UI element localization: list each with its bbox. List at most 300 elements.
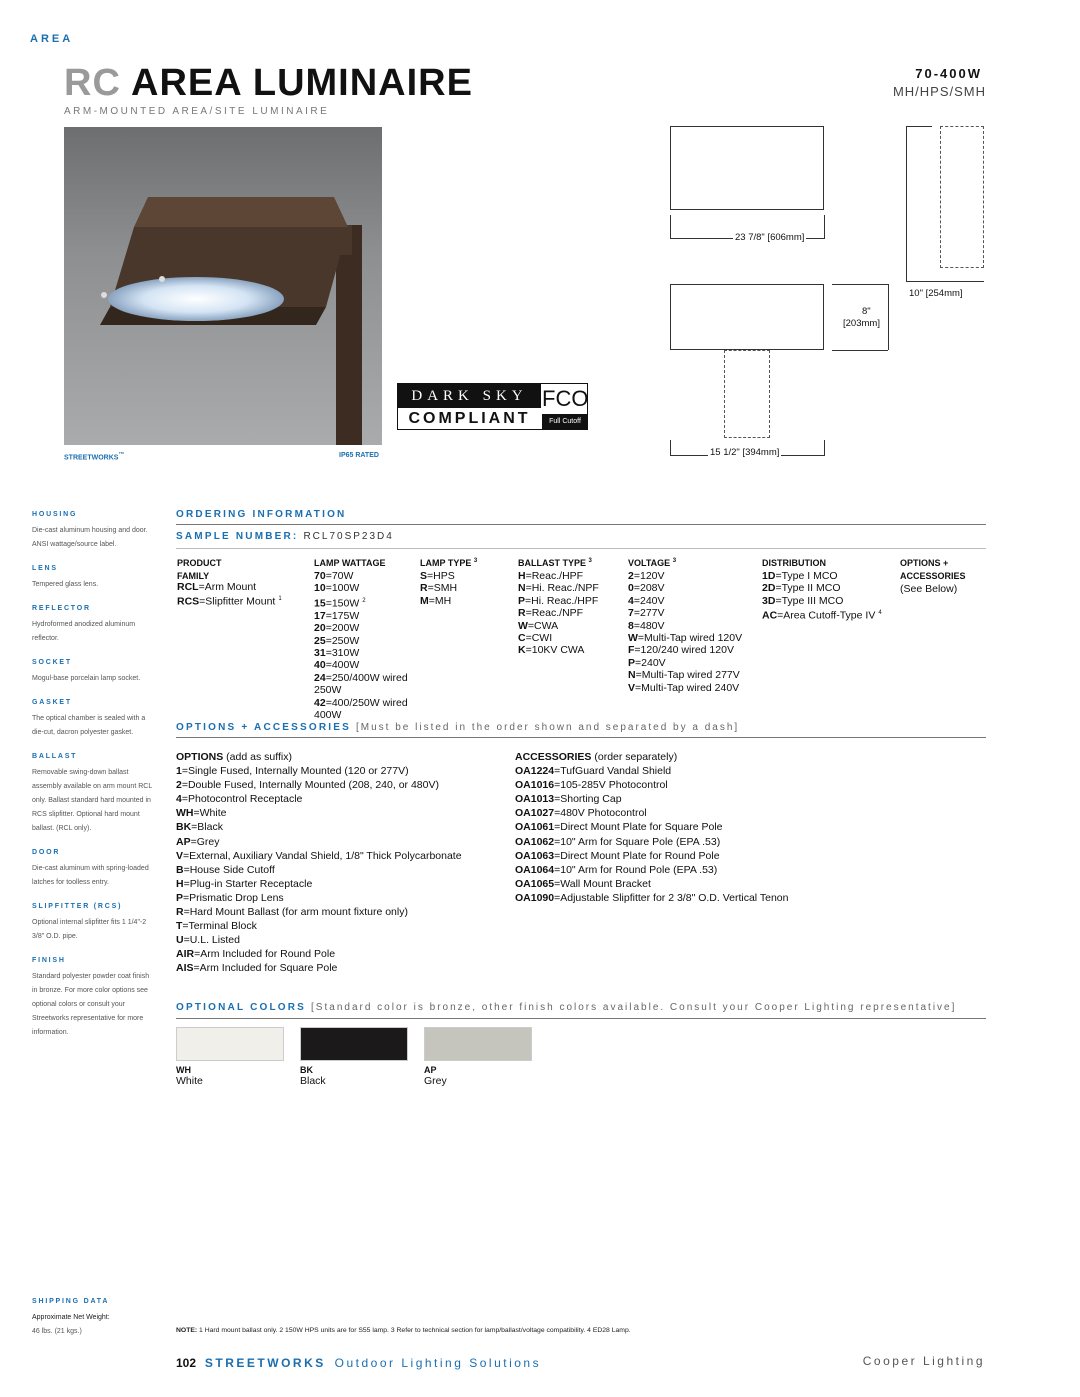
- col-options-head: OPTIONS +: [900, 558, 949, 568]
- voltage-desc: =240V: [635, 656, 666, 669]
- ballast-desc: =Hi. Reac./NPF: [525, 582, 599, 595]
- voltage-row: [628, 620, 758, 632]
- option-desc: =Prismatic Drop Lens: [183, 891, 284, 904]
- wattage-code: 31: [314, 646, 326, 659]
- option-code: BK: [176, 821, 192, 834]
- lamp-row: [420, 595, 510, 607]
- ip-rating-label: IP65 RATED: [339, 452, 379, 459]
- wattage-footnote: 2: [362, 597, 366, 604]
- wattage-row: [314, 697, 414, 722]
- footnote-text: 1 Hard mount ballast only. 2 150W HPS units are for S55 lamp. 3 Refer to technical section for lamp/ballast/voltage compatibility. 4 ED28 Lamp.: [199, 1327, 631, 1334]
- wattage-code: 25: [314, 634, 326, 647]
- wattage-row: [314, 647, 414, 659]
- wattage-desc: =400/250W wired 400W: [314, 696, 408, 721]
- front-view-drawing: [670, 126, 824, 210]
- lamp-desc: =HPS: [427, 570, 455, 582]
- options-rows: [176, 764, 506, 975]
- spec-text: Die-cast aluminum with spring-loaded latches for toolless entry.: [32, 865, 149, 886]
- swatch-ap: [424, 1027, 532, 1087]
- front-dim-top-tick: [832, 284, 888, 285]
- voltage-code: F: [628, 644, 635, 657]
- option-code: R: [176, 906, 184, 919]
- accessory-code: OA1063: [515, 849, 555, 862]
- fco-label: Full Cutoff: [542, 414, 588, 430]
- option-desc: =Hard Mount Ballast (for arm mount fixture only): [183, 906, 408, 919]
- col-product-rows: [177, 581, 307, 608]
- ballast-code: P: [518, 594, 526, 607]
- spec-text: Mogul-base porcelain lamp socket.: [32, 675, 141, 682]
- wattage-row: [314, 610, 414, 622]
- wattage-desc: =400W: [325, 659, 360, 672]
- footer-company: Cooper Lighting: [862, 1354, 985, 1368]
- spec-block: [32, 750, 156, 836]
- option-row: [176, 806, 506, 820]
- depth-dim-right-tick: [824, 440, 825, 456]
- side-dim-bottom-tick: [906, 281, 984, 282]
- option-row: [176, 905, 506, 919]
- wattage-row: [314, 672, 414, 697]
- photo-brand-text: STREETWORKS: [64, 454, 119, 462]
- wattage-row: [314, 659, 414, 671]
- accessory-row: [515, 806, 985, 820]
- depth-dim-left-tick: [670, 440, 671, 456]
- page-number: 102: [176, 1356, 197, 1370]
- option-row: [176, 891, 506, 905]
- wattage-row: [314, 595, 414, 610]
- distribution-desc: =Type II MCO: [775, 582, 841, 595]
- voltage-code: 4: [628, 594, 634, 607]
- shipping-line2: 46 lbs. (21 kgs.): [32, 1328, 82, 1335]
- option-row: [176, 778, 506, 792]
- col-product-sub: FAMILY: [177, 571, 210, 581]
- front-dim-line: [888, 284, 889, 350]
- swatch-wh: [176, 1027, 284, 1087]
- accessory-code: OA1027: [515, 807, 555, 820]
- voltage-desc: =240V: [633, 594, 665, 607]
- accessory-desc: =105-285V Photocontrol: [554, 779, 668, 792]
- spec-block: [32, 954, 156, 1040]
- spec-block: [32, 562, 156, 592]
- accessory-desc: =Direct Mount Plate for Round Pole: [554, 849, 720, 862]
- footer-tagline: Outdoor Lighting Solutions: [334, 1356, 542, 1370]
- ballast-row: [518, 570, 626, 582]
- accessories-list: [515, 750, 985, 905]
- swatch-code: BK: [300, 1065, 313, 1075]
- product-desc: =Arm Mount: [198, 581, 257, 593]
- col-lamp-rows: [420, 570, 510, 607]
- swatch-box: [176, 1027, 284, 1061]
- color-swatches: [176, 1027, 736, 1097]
- accessory-code: OA1013: [515, 793, 555, 806]
- distribution-desc: =Area Cutoff-Type IV: [777, 609, 876, 622]
- accessories-head-label: ACCESSORIES: [515, 751, 592, 763]
- spec-block: [32, 656, 156, 686]
- swatch-name: Grey: [424, 1075, 447, 1087]
- accessory-desc: =Shorting Cap: [554, 793, 622, 806]
- depth-dimension: 15 1/2" [394mm]: [710, 447, 780, 458]
- options-title: [176, 722, 739, 733]
- accessory-row: [515, 863, 985, 877]
- page-title: [64, 62, 473, 105]
- distribution-code: 3D: [762, 594, 776, 607]
- col-lamp-head: [420, 558, 510, 568]
- spec-block: [32, 900, 156, 944]
- accessory-row: [515, 792, 985, 806]
- wattage-row: [314, 622, 414, 634]
- lamp-code: M: [420, 594, 429, 607]
- spec-text: Removable swing-down ballast assembly available on arm mount RCL only. Ballast standard hard mounted in RCS slipfitter. Optional hard mount ballast. (RCL only).: [32, 769, 152, 832]
- distribution-row: [762, 595, 892, 607]
- voltage-row: [628, 595, 758, 607]
- col-options-sub: ACCESSORIES: [900, 571, 966, 581]
- spec-column: [32, 508, 156, 1050]
- distribution-code: 1D: [762, 570, 776, 582]
- distribution-code: 2D: [762, 582, 776, 595]
- spec-heading: GASKET: [32, 699, 72, 706]
- product-code: RCL: [177, 581, 199, 593]
- voltage-code: W: [628, 632, 638, 645]
- col-distribution-head: DISTRIBUTION: [762, 558, 826, 568]
- col-voltage-sup: 3: [672, 558, 677, 564]
- col-wattage-rows: [314, 570, 414, 721]
- voltage-code: 7: [628, 607, 634, 620]
- voltage-row: [628, 657, 758, 669]
- option-code: V: [176, 849, 184, 862]
- category-label: AREA: [30, 33, 74, 45]
- option-row: [176, 933, 506, 947]
- colors-rule: [176, 1018, 986, 1019]
- options-head: [176, 750, 506, 764]
- accessory-code: OA1090: [515, 891, 555, 904]
- wattage-code: 24: [314, 671, 326, 684]
- voltage-desc: =Multi-Tap wired 277V: [635, 669, 740, 682]
- wattage-desc: =250W: [325, 634, 360, 647]
- option-desc: =White: [193, 807, 227, 820]
- wattage-code: 10: [314, 582, 326, 595]
- option-row: [176, 877, 506, 891]
- swatch-bk: [300, 1027, 408, 1087]
- option-row: [176, 764, 506, 778]
- accessory-row: [515, 891, 985, 905]
- product-row: [177, 581, 307, 593]
- swatch-code: AP: [424, 1065, 437, 1075]
- sample-rule: [176, 548, 986, 549]
- spec-heading: FINISH: [32, 957, 66, 964]
- bottom-view-drawing: [670, 284, 824, 350]
- voltage-row: [628, 669, 758, 681]
- voltage-row: [628, 632, 758, 644]
- spec-text: Optional internal slipfitter fits 1 1/4"-2 3/8" O.D. pipe.: [32, 919, 147, 940]
- col-distribution: [762, 558, 892, 622]
- accessory-code: OA1064: [515, 863, 555, 876]
- voltage-row: [628, 570, 758, 582]
- col-options-text: (See Below): [900, 583, 958, 595]
- swatch-box: [424, 1027, 532, 1061]
- side-view-drawing: [940, 126, 984, 268]
- spec-block: [32, 602, 156, 646]
- spec-text: The optical chamber is sealed with a die-cut, dacron polyester gasket.: [32, 715, 146, 736]
- ballast-row: [518, 620, 626, 632]
- col-ballast: [518, 558, 626, 657]
- subtitle: ARM-MOUNTED AREA/SITE LUMINAIRE: [64, 106, 330, 117]
- dark-sky-line1: DARK SKY: [398, 384, 541, 408]
- spec-heading: REFLECTOR: [32, 605, 91, 612]
- options-title-text: OPTIONS + ACCESSORIES: [176, 722, 352, 733]
- ballast-code: W: [518, 619, 528, 632]
- ballast-desc: =CWA: [527, 619, 559, 632]
- spec-text: Tempered glass lens.: [32, 581, 99, 588]
- colors-note: [Standard color is bronze, other finish colors available. Consult your Cooper Lighting representative]: [311, 1002, 957, 1013]
- option-code: 2: [176, 779, 182, 792]
- luminaire-illustration: [64, 127, 382, 445]
- wattage-range: 70-400W: [915, 66, 982, 81]
- distribution-row: [762, 570, 892, 582]
- options-note: [Must be listed in the order shown and separated by a dash]: [356, 722, 740, 733]
- ballast-code: K: [518, 644, 526, 657]
- photo-brand-tm: ™: [118, 452, 125, 458]
- dark-sky-badge: [397, 383, 588, 430]
- swatch-box: [300, 1027, 408, 1061]
- option-row: [176, 947, 506, 961]
- option-desc: =Arm Included for Square Pole: [193, 962, 338, 975]
- accessory-code: OA1062: [515, 835, 555, 848]
- voltage-desc: =Multi-Tap wired 240V: [635, 681, 740, 694]
- voltage-code: N: [628, 669, 636, 682]
- accessory-row: [515, 849, 985, 863]
- col-lamp-head-text: LAMP TYPE: [420, 558, 472, 568]
- sample-value: RCL70SP23D4: [303, 531, 394, 542]
- col-wattage-head: LAMP WATTAGE: [314, 558, 386, 568]
- fco-code: FCO: [542, 386, 589, 411]
- accessory-row: [515, 835, 985, 849]
- ordering-rule: [176, 524, 986, 525]
- voltage-desc: =Multi-Tap wired 120V: [637, 632, 743, 645]
- spec-text: Hydroformed anodized aluminum reflector.: [32, 621, 136, 642]
- voltage-code: 2: [628, 570, 634, 582]
- col-ballast-sup: 3: [588, 558, 592, 564]
- ballast-code: C: [518, 632, 526, 645]
- option-code: T: [176, 920, 183, 933]
- swatch-code: WH: [176, 1065, 191, 1075]
- option-code: AIR: [176, 948, 195, 961]
- col-voltage: [628, 558, 758, 694]
- footer-brand: STREETWORKS: [204, 1356, 326, 1370]
- spec-block: [32, 696, 156, 740]
- accessory-desc: =10" Arm for Round Pole (EPA .53): [554, 863, 718, 876]
- ballast-code: R: [518, 607, 526, 620]
- col-voltage-head-text: VOLTAGE: [628, 558, 671, 568]
- shipping-heading: SHIPPING DATA: [32, 1298, 110, 1305]
- dark-sky-line2: COMPLIANT: [408, 410, 531, 427]
- accessory-code: OA1016: [515, 779, 555, 792]
- swatch-name: Black: [300, 1075, 326, 1087]
- ballast-desc: =Reac./HPF: [525, 570, 584, 582]
- option-desc: =External, Auxiliary Vandal Shield, 1/8" Thick Polycarbonate: [183, 849, 462, 862]
- distribution-row: [762, 607, 892, 622]
- option-code: AP: [176, 835, 191, 848]
- accessory-desc: =480V Photocontrol: [554, 807, 647, 820]
- voltage-code: V: [628, 681, 636, 694]
- voltage-row: [628, 607, 758, 619]
- ballast-row: [518, 632, 626, 644]
- option-row: [176, 961, 506, 975]
- voltage-desc: =480V: [633, 619, 665, 632]
- footnote: [176, 1327, 631, 1334]
- sample-number: [176, 531, 394, 542]
- options-rule: [176, 737, 986, 738]
- voltage-desc: =208V: [633, 582, 665, 595]
- product-photo: [64, 127, 382, 445]
- col-voltage-rows: [628, 570, 758, 694]
- col-options: [900, 558, 984, 595]
- ballast-code: N: [518, 582, 526, 595]
- wattage-desc: =250/400W wired 250W: [314, 671, 408, 697]
- accessory-desc: =Adjustable Slipfitter for 2 3/8" O.D. Vertical Tenon: [554, 891, 789, 904]
- option-desc: =Black: [191, 821, 223, 834]
- option-desc: =Plug-in Starter Receptacle: [183, 877, 313, 890]
- option-code: 4: [176, 793, 182, 806]
- wattage-desc: =200W: [325, 622, 360, 635]
- accessory-row: [515, 820, 985, 834]
- spec-heading: DOOR: [32, 849, 61, 856]
- lamp-row: [420, 582, 510, 594]
- accessory-desc: =Direct Mount Plate for Square Pole: [554, 821, 723, 834]
- voltage-row: [628, 582, 758, 594]
- option-code: AIS: [176, 962, 194, 975]
- wattage-desc: =175W: [325, 609, 360, 622]
- wattage-desc: =100W: [325, 582, 360, 595]
- swatch-name: White: [176, 1075, 203, 1087]
- option-row: [176, 820, 506, 834]
- col-product: [177, 558, 307, 608]
- option-code: H: [176, 877, 184, 890]
- option-desc: =Arm Included for Round Pole: [194, 948, 336, 961]
- width-dim-left-tick: [670, 215, 671, 239]
- option-desc: =U.L. Listed: [183, 934, 240, 947]
- accessories-head: [515, 750, 985, 764]
- photo-brand-label: [64, 452, 124, 461]
- accessory-desc: =Wall Mount Bracket: [554, 877, 651, 890]
- side-dim-top-tick: [906, 126, 932, 127]
- bottom-view-arm: [724, 350, 770, 438]
- spec-block: [32, 508, 156, 552]
- sample-label: SAMPLE NUMBER:: [176, 531, 299, 542]
- ballast-desc: =Reac./NPF: [525, 607, 584, 620]
- accessory-row: [515, 778, 985, 792]
- option-desc: =Terminal Block: [182, 920, 257, 933]
- spec-heading: SOCKET: [32, 659, 72, 666]
- footer-left: [176, 1354, 541, 1372]
- ordering-title: ORDERING INFORMATION: [176, 509, 347, 520]
- spec-heading: LENS: [32, 565, 58, 572]
- voltage-code: P: [628, 656, 636, 669]
- voltage-code: 8: [628, 619, 634, 632]
- col-lamp-sup: 3: [473, 558, 478, 564]
- col-lamp: [420, 558, 510, 607]
- spec-text: Die-cast aluminum housing and door. ANSI wattage/source label.: [32, 527, 148, 548]
- product-footnote: 1: [278, 596, 282, 603]
- accessory-desc: =TufGuard Vandal Shield: [554, 765, 672, 778]
- ballast-desc: =Hi. Reac./HPF: [525, 594, 599, 607]
- option-row: [176, 849, 506, 863]
- options-list: [176, 750, 506, 976]
- product-desc: =Slipfitter Mount: [199, 595, 276, 608]
- width-dim-right-tick: [824, 215, 825, 239]
- lamp-code: S: [420, 570, 428, 582]
- spec-heading: SLIPFITTER (RCS): [32, 903, 123, 910]
- wattage-code: 42: [314, 696, 326, 709]
- lamp-desc: =SMH: [427, 582, 458, 595]
- option-row: [176, 863, 506, 877]
- side-dim-line: [906, 126, 907, 281]
- title-prefix: RC: [64, 62, 121, 104]
- accessory-row: [515, 764, 985, 778]
- front-height-dimension-1: 8": [862, 306, 871, 317]
- front-dim-bottom-tick: [832, 350, 888, 351]
- option-row: [176, 919, 506, 933]
- footnote-label: NOTE:: [176, 1327, 198, 1334]
- option-code: 1: [176, 765, 182, 778]
- option-code: U: [176, 934, 184, 947]
- wattage-code: 70: [314, 570, 326, 582]
- wattage-desc: =310W: [325, 646, 360, 659]
- option-desc: =Single Fused, Internally Mounted (120 or 277V): [181, 765, 409, 778]
- col-wattage: [314, 558, 414, 721]
- option-code: WH: [176, 807, 194, 820]
- wattage-row: [314, 582, 414, 594]
- distribution-desc: =Type I MCO: [775, 570, 838, 582]
- option-desc: =Double Fused, Internally Mounted (208, 240, or 480V): [181, 779, 439, 792]
- wattage-desc: =150W: [325, 597, 360, 610]
- accessory-code: OA1065: [515, 877, 555, 890]
- lamp-types: MH/HPS/SMH: [892, 84, 986, 99]
- col-ballast-rows: [518, 570, 626, 657]
- shipping-line1: Approximate Net Weight:: [32, 1314, 110, 1321]
- colors-title-text: OPTIONAL COLORS: [176, 1002, 307, 1013]
- col-product-head: PRODUCT: [177, 558, 222, 568]
- lamp-desc: =MH: [428, 594, 452, 607]
- ballast-code: H: [518, 570, 526, 582]
- spec-block: [32, 846, 156, 890]
- option-row: [176, 792, 506, 806]
- wattage-code: 15: [314, 597, 326, 610]
- option-row: [176, 835, 506, 849]
- voltage-desc: =120/240 wired 120V: [634, 644, 734, 657]
- col-ballast-head-text: BALLAST TYPE: [518, 558, 587, 568]
- distribution-footnote: 4: [878, 610, 882, 617]
- product-row: [177, 593, 307, 608]
- spec-text: Standard polyester powder coat finish in bronze. For more color options see optional colors or consult your Streetworks representative for more information.: [32, 973, 150, 1036]
- col-ballast-head: [518, 558, 626, 568]
- wattage-code: 17: [314, 609, 326, 622]
- option-desc: =Photocontrol Receptacle: [181, 793, 303, 806]
- voltage-desc: =120V: [633, 570, 665, 582]
- options-head-label: OPTIONS: [176, 751, 224, 763]
- option-code: B: [176, 863, 184, 876]
- voltage-row: [628, 682, 758, 694]
- ballast-desc: =CWI: [525, 632, 553, 645]
- title-rest: AREA LUMINAIRE: [131, 62, 473, 104]
- col-voltage-head: [628, 558, 758, 568]
- accessory-code: OA1224: [515, 765, 555, 778]
- accessories-rows: [515, 764, 985, 905]
- distribution-desc: =Type III MCO: [775, 594, 844, 607]
- option-desc: =Grey: [190, 835, 220, 848]
- side-height-dimension: 10" [254mm]: [909, 288, 963, 299]
- shipping-data: [32, 1295, 156, 1339]
- accessory-code: OA1061: [515, 821, 555, 834]
- product-code: RCS: [177, 595, 200, 608]
